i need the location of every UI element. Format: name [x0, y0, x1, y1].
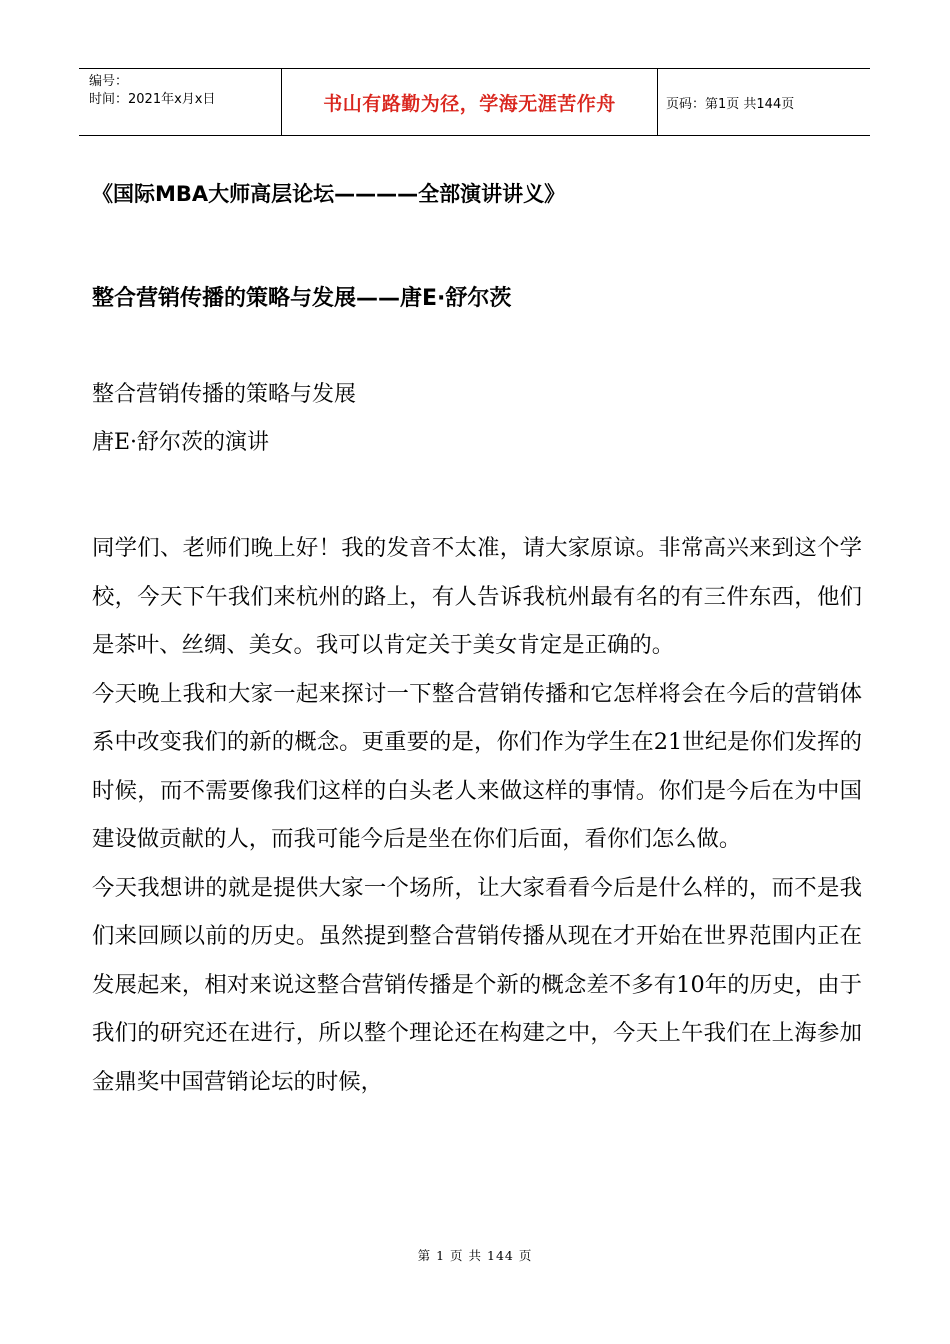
subtitle-speaker: 唐E·舒尔茨的演讲 [92, 430, 270, 455]
date-line: 时间：2021年x月x日 [89, 92, 216, 107]
page-header [79, 68, 870, 136]
paragraph: 同学们、老师们晚上好！我的发音不太准，请大家原谅。非常高兴来到这个学校，今天下午我们来杭州的路上，有人告诉我杭州最有名的有三件东西，他们是茶叶、丝绸、美女。我可以肯定关于美女肯定是正确的。 [92, 535, 862, 658]
speech-body [92, 524, 862, 1106]
serial-label: 编号： [89, 74, 129, 89]
section-title: 整合营销传播的策略与发展——唐E·舒尔茨 [92, 286, 512, 311]
header-meta [79, 69, 281, 135]
paragraph: 今天我想讲的就是提供大家一个场所，让大家看看今后是什么样的，而不是我们来回顾以前的历史。虽然提到整合营销传播从现在才开始在世界范围内正在发展起来，相对来说这整合营销传播是个新的概念差不多有10年的历史，由于我们的研究还在进行，所以整个理论还在构建之中，今天上午我们在上海参加金鼎奖中国营销论坛的时候， [92, 874, 862, 1095]
header-page-info: 页码：第1页 共144页 [666, 96, 795, 112]
forum-title: 《国际MBA大师高层论坛————全部演讲讲义》 [92, 182, 566, 206]
subtitle-topic: 整合营销传播的策略与发展 [92, 382, 357, 407]
page-footer: 第 1 页 共 144 页 [417, 1248, 533, 1263]
paragraph: 今天晚上我和大家一起来探讨一下整合营销传播和它怎样将会在今后的营销体系中改变我们的新的概念。更重要的是，你们作为学生在21世纪是你们发挥的时候，而不需要像我们这样的白头老人来做这样的事情。你们是今后在为中国建设做贡献的人，而我可能今后是坐在你们后面，看你们怎么做。 [92, 680, 862, 852]
header-motto: 书山有路勤为径，学海无涯苦作舟 [281, 69, 658, 135]
